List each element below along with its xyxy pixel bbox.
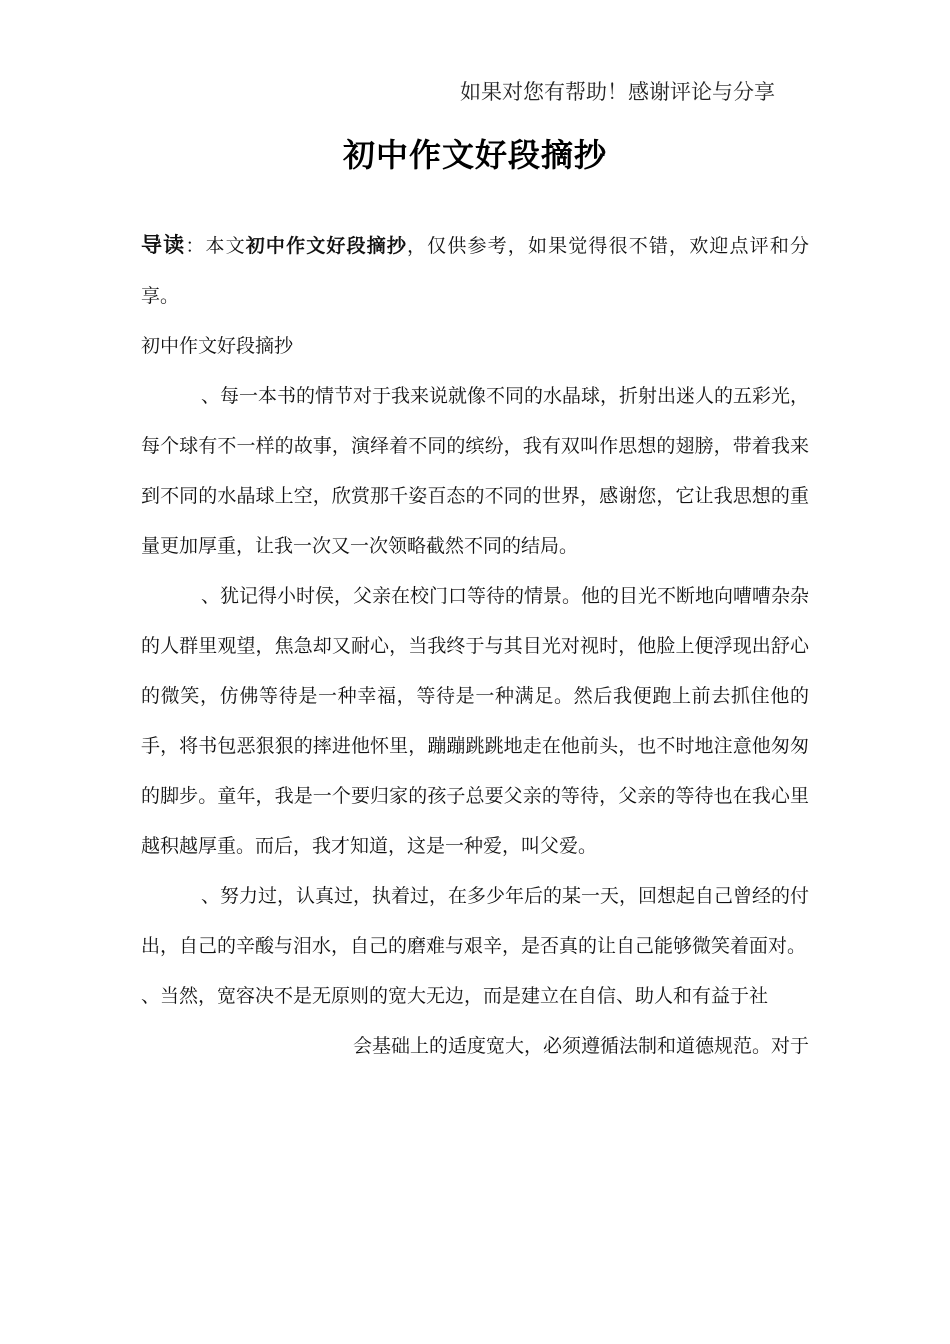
paragraph-3: 、努力过，认真过，执着过，在多少年后的某一天，回想起自己曾经的付出，自己的辛酸与泪水，自己的磨难与艰辛，是否真的让自己能够微笑着面对。 (141, 885, 810, 957)
intro-rest: ，仅供参考，如果觉得很不错，欢迎点评和分享。 (141, 235, 809, 307)
intro-paragraph (141, 220, 809, 321)
subtitle: 初中作文好段摘抄 (141, 335, 294, 357)
document-body (141, 220, 809, 1071)
document-title: 初中作文好段摘抄 (342, 136, 607, 174)
paragraph-2: 、犹记得小时侯，父亲在校门口等待的情景。他的目光不断地向嘈嘈杂杂的人群里观望，焦急却又耐心，当我终于与其目光对视时，他脸上便浮现出舒心的微笑，仿佛等待是一种幸福，等待是一种满足。然后我便跑上前去抓住他的手，将书包恶狠狠的摔进他怀里，蹦蹦跳跳地走在他前头，也不时地注意他匆匆的脚步。童年，我是一个要归家的孩子总要父亲的等待，父亲的等待也在我心里越积越厚重。而后，我才知道，这是一种爱，叫父爱。 (141, 585, 810, 857)
paragraph-4-line-1: 、当然，宽容决不是无原则的宽大无边，而是建立在自信、助人和有益于社 (141, 985, 769, 1007)
intro-label: 导读 (141, 233, 186, 257)
intro-separator: ：本文 (185, 235, 246, 257)
paragraph-4-line-2: 会基础上的适度宽大，必须遵循法制和道德规范。对于 (352, 1035, 809, 1057)
paragraph-1: 、每一本书的情节对于我来说就像不同的水晶球，折射出迷人的五彩光，每个球有不一样的故事，演绎着不同的缤纷，我有双叫作思想的翅膀，带着我来到不同的水晶球上空，欣赏那千姿百态的不同的世界，感谢您，它让我思想的重量更加厚重，让我一次又一次领略截然不同的结局。 (141, 385, 810, 557)
intro-bold-title: 初中作文好段摘抄 (245, 235, 408, 257)
header-note: 如果对您有帮助！感谢评论与分享 (460, 80, 775, 104)
